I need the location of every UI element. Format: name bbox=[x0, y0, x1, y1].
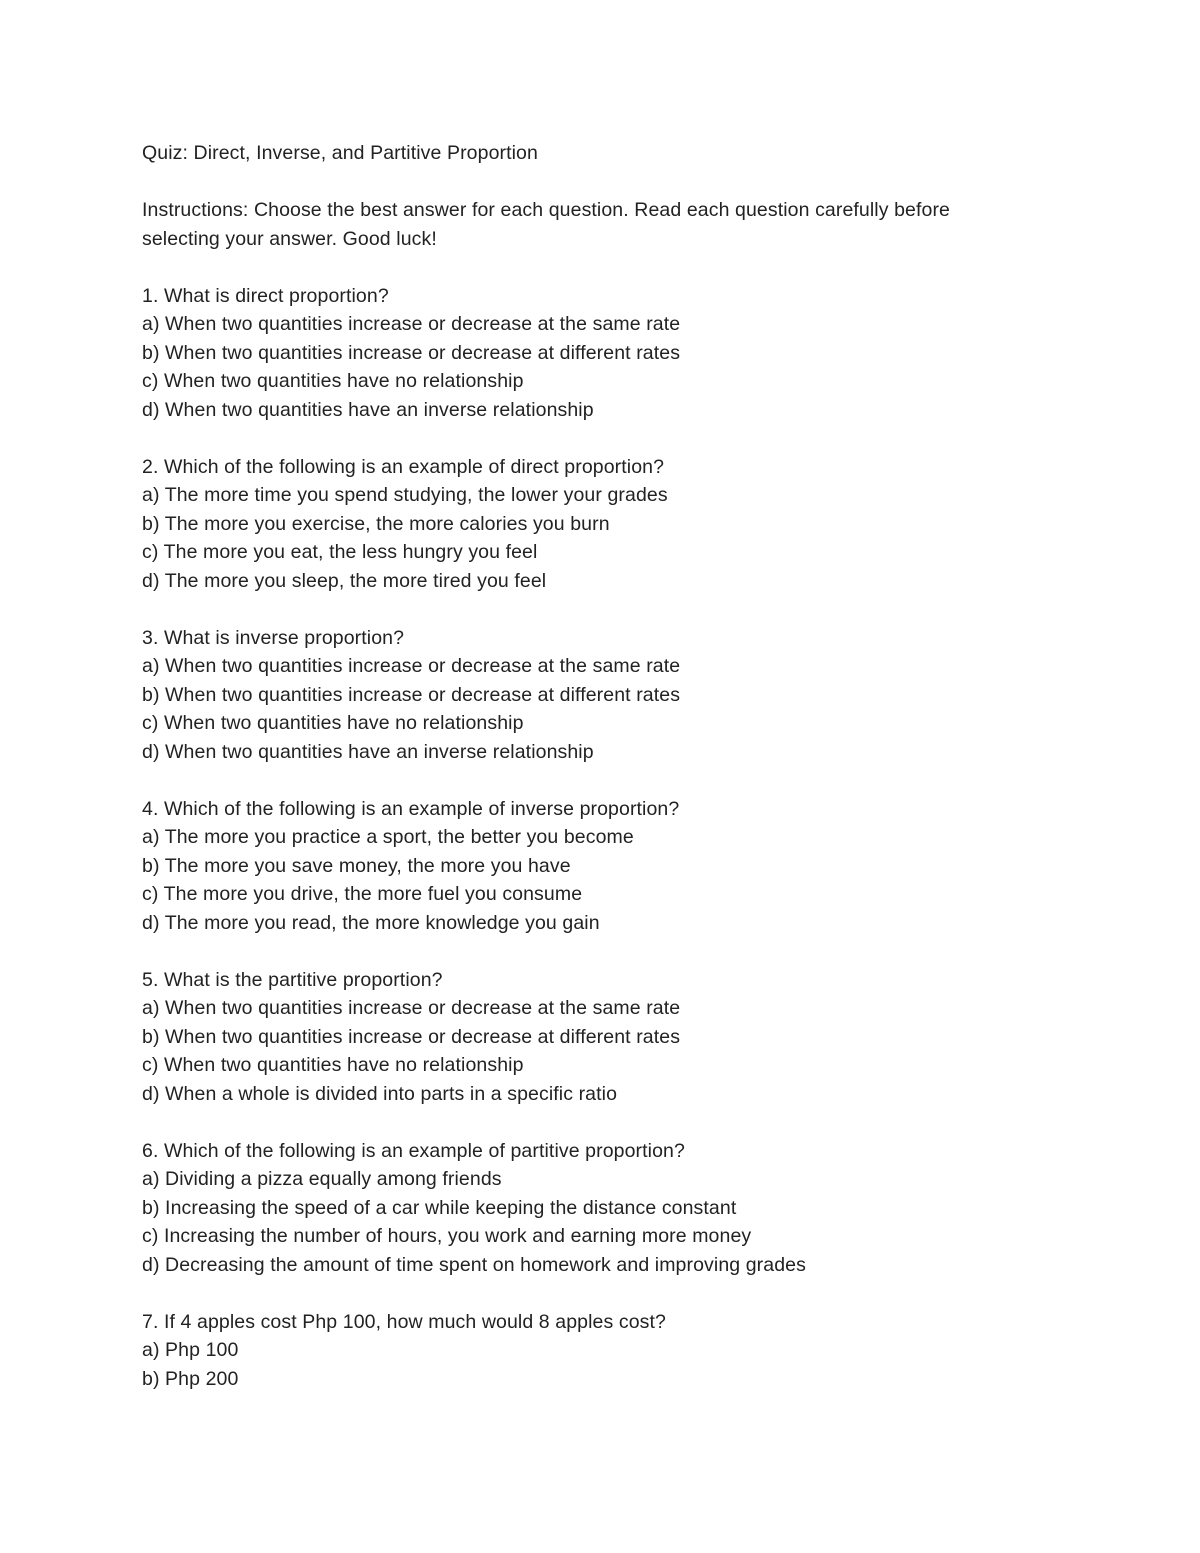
document-page bbox=[142, 139, 1082, 1393]
question-prompt: 7. If 4 apples cost Php 100, how much would 8 apples cost? bbox=[142, 1310, 666, 1333]
answer-option: a) When two quantities increase or decrease at the same rate bbox=[142, 313, 681, 335]
answer-option: d) When two quantities have an inverse relationship bbox=[142, 740, 594, 763]
answer-option: b) Php 200 bbox=[142, 1367, 239, 1390]
question-7 bbox=[142, 1308, 1082, 1394]
instructions-line: Instructions: Choose the best answer for each question. Read each question carefully before bbox=[142, 199, 950, 221]
answer-option: b) When two quantities increase or decrease at different rates bbox=[142, 341, 681, 364]
spacer bbox=[142, 424, 1082, 453]
answer-option: b) Increasing the speed of a car while keeping the distance constant bbox=[142, 1196, 737, 1219]
answer-option: a) When two quantities increase or decrease at the same rate bbox=[142, 997, 681, 1019]
answer-option: d) The more you sleep, the more tired you feel bbox=[142, 569, 547, 592]
answer-option: b) When two quantities increase or decrease at different rates bbox=[142, 683, 681, 706]
answer-option: b) When two quantities increase or decrease at different rates bbox=[142, 1025, 681, 1048]
answer-option: c) Increasing the number of hours, you work and earning more money bbox=[142, 1225, 752, 1247]
spacer bbox=[142, 937, 1082, 966]
answer-option: b) The more you save money, the more you have bbox=[142, 854, 571, 877]
instructions-line: selecting your answer. Good luck! bbox=[142, 227, 437, 250]
spacer bbox=[142, 168, 1082, 197]
answer-option: b) The more you exercise, the more calories you burn bbox=[142, 512, 610, 535]
answer-option: c) The more you drive, the more fuel you consume bbox=[142, 883, 583, 905]
answer-option: a) Php 100 bbox=[142, 1339, 239, 1361]
answer-option: c) When two quantities have no relationship bbox=[142, 712, 524, 734]
answer-option: d) When two quantities have an inverse relationship bbox=[142, 398, 594, 421]
question-prompt: 1. What is direct proportion? bbox=[142, 284, 389, 307]
answer-option: a) The more time you spend studying, the lower your grades bbox=[142, 484, 668, 506]
answer-option: c) When two quantities have no relationship bbox=[142, 370, 524, 392]
spacer bbox=[142, 1108, 1082, 1137]
answer-option: d) When a whole is divided into parts in a specific ratio bbox=[142, 1082, 618, 1105]
answer-option: a) Dividing a pizza equally among friends bbox=[142, 1168, 502, 1190]
answer-option: d) The more you read, the more knowledge you gain bbox=[142, 911, 600, 934]
spacer bbox=[142, 253, 1082, 282]
question-2 bbox=[142, 453, 1082, 596]
answer-option: d) Decreasing the amount of time spent on homework and improving grades bbox=[142, 1253, 806, 1276]
question-4 bbox=[142, 795, 1082, 938]
question-3 bbox=[142, 624, 1082, 767]
answer-option: a) When two quantities increase or decrease at the same rate bbox=[142, 655, 681, 677]
spacer bbox=[142, 595, 1082, 624]
question-prompt: 3. What is inverse proportion? bbox=[142, 626, 405, 649]
document-title: Quiz: Direct, Inverse, and Partitive Proportion bbox=[142, 142, 538, 164]
question-prompt: 6. Which of the following is an example of partitive proportion? bbox=[142, 1139, 685, 1162]
question-prompt: 5. What is the partitive proportion? bbox=[142, 968, 443, 991]
question-1 bbox=[142, 282, 1082, 425]
spacer bbox=[142, 1279, 1082, 1308]
answer-option: a) The more you practice a sport, the better you become bbox=[142, 826, 634, 848]
question-prompt: 4. Which of the following is an example of inverse proportion? bbox=[142, 797, 680, 820]
answer-option: c) The more you eat, the less hungry you feel bbox=[142, 541, 538, 563]
question-5 bbox=[142, 966, 1082, 1109]
spacer bbox=[142, 766, 1082, 795]
question-6 bbox=[142, 1137, 1082, 1280]
answer-option: c) When two quantities have no relationship bbox=[142, 1054, 524, 1076]
question-prompt: 2. Which of the following is an example of direct proportion? bbox=[142, 455, 665, 478]
